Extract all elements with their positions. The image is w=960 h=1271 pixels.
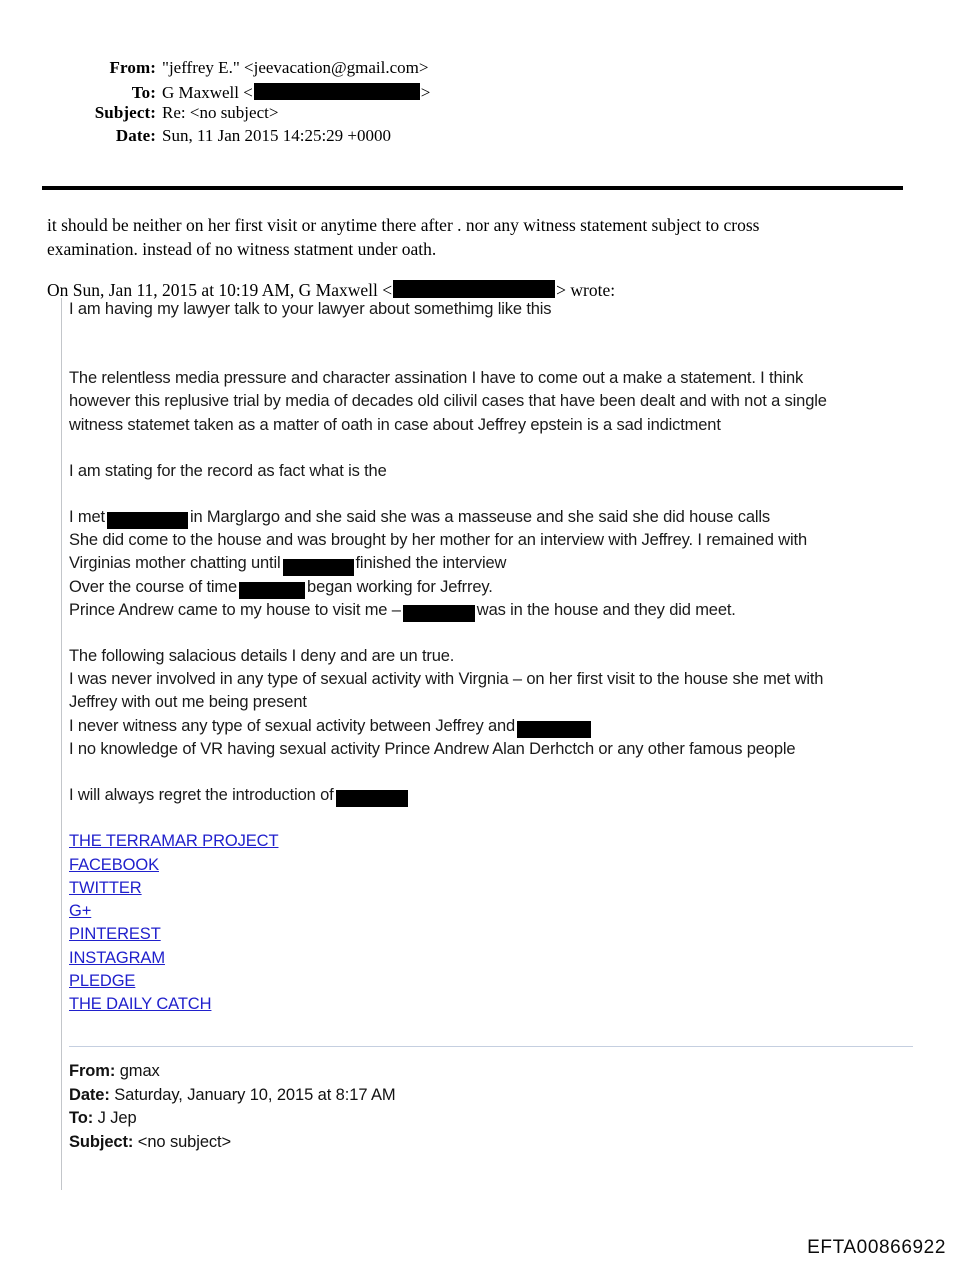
nested-row-subject	[69, 1131, 911, 1155]
subject-label: Subject:	[94, 103, 156, 122]
media-line-1: The relentless media pressure and character assination I have to come out a make a statement. I think	[69, 369, 804, 388]
nested-subject-label: Subject:	[69, 1132, 134, 1151]
link-facebook[interactable]: FACEBOOK	[69, 855, 159, 874]
link-the-daily-catch[interactable]: THE DAILY CATCH	[69, 995, 212, 1014]
header-row-subject	[42, 103, 902, 126]
email-header	[42, 58, 902, 148]
date-value-text: Sun, 11 Jan 2015 14:25:29 +0000	[162, 125, 392, 145]
intro-line-1: it should be neither on her first visit or anytime there after . nor any witness statement subject to cross	[47, 215, 760, 235]
signature-link-list	[69, 830, 911, 1016]
quote-line-vr: I no knowledge of VR having sexual activity Prince Andrew Alan Derhctch or any other famous people	[69, 739, 796, 758]
redaction-block-name-4	[403, 605, 475, 622]
virginias-prefix: Virginias mother chatting until	[69, 554, 281, 573]
link-twitter[interactable]: TWITTER	[69, 878, 142, 897]
quote-line-virginias	[69, 552, 911, 575]
met-prefix: I met	[69, 508, 105, 527]
date-label: Date:	[115, 125, 156, 145]
attribution-suffix: > wrote:	[556, 280, 616, 300]
redaction-block-name-5	[517, 721, 591, 738]
link-pinterest[interactable]: PINTEREST	[69, 925, 161, 944]
course-prefix: Over the course of time	[69, 577, 238, 596]
to-value	[156, 81, 430, 103]
quote-line-regret	[69, 784, 911, 807]
nested-subject-value: <no subject>	[137, 1132, 232, 1151]
quote-line-andrew	[69, 599, 911, 622]
nested-row-date	[69, 1084, 911, 1108]
header-row-date	[42, 126, 902, 149]
nested-from-value: gmax	[119, 1062, 160, 1081]
regret-prefix: I will always regret the introduction of	[69, 786, 334, 805]
link-pledge[interactable]: PLEDGE	[69, 972, 136, 991]
link-instagram[interactable]: INSTAGRAM	[69, 948, 165, 967]
andrew-suffix: was in the house and they did meet.	[476, 600, 736, 619]
spacer	[69, 807, 911, 830]
quote-line-witness	[69, 715, 911, 738]
quote-line-stating: I am stating for the record as fact what is the	[69, 461, 387, 480]
from-value-text: "jeffrey E." <jeevacation@gmail.com>	[162, 58, 429, 77]
quote-line-never-1: I was never involved in any type of sexual activity with Virgnia – on her first visit to the house she met with	[69, 670, 824, 689]
course-suffix: began working for Jefrrey.	[307, 577, 493, 596]
quote-line-lawyer: I am having my lawyer talk to your lawyer about somethimg like this	[69, 300, 552, 318]
nested-date-label: Date:	[69, 1085, 110, 1104]
bates-number: EFTA00866922	[807, 1237, 946, 1258]
to-label: To:	[131, 82, 156, 102]
nested-message-divider	[69, 1046, 913, 1048]
intro-paragraph	[47, 213, 892, 261]
spacer	[69, 622, 911, 645]
quoted-message-block	[61, 298, 911, 1190]
header-row-to	[42, 81, 902, 104]
quote-line-salacious: The following salacious details I deny and are un true.	[69, 647, 455, 666]
intro-line-2: examination. instead of no witness statment under oath.	[47, 239, 437, 259]
spacer	[69, 437, 911, 460]
from-label: From:	[109, 58, 156, 77]
link-the-terramar-project[interactable]: THE TERRAMAR PROJECT	[69, 832, 279, 851]
subject-value	[156, 103, 278, 123]
nested-email-header	[69, 1060, 911, 1154]
spacer	[69, 483, 911, 506]
spacer	[69, 761, 911, 784]
virginias-suffix: finished the interview	[355, 554, 507, 573]
witness-prefix: I never witness any type of sexual activity between Jeffrey and	[69, 716, 516, 735]
header-row-from	[42, 58, 902, 81]
header-divider	[42, 186, 903, 190]
media-line-3: witness statemet taken as a matter of oath in case about Jeffrey epstein is a sad indictment	[69, 415, 721, 434]
media-line-2: however this replusive trial by media of decades old cilivil cases that have been dealt and with not a single	[69, 392, 827, 411]
nested-date-value: Saturday, January 10, 2015 at 8:17 AM	[114, 1085, 396, 1104]
quote-paragraph-media	[69, 367, 911, 437]
met-suffix: in Marglargo and she said she was a masseuse and she said she did house calls	[189, 508, 770, 527]
nested-from-label: From:	[69, 1062, 116, 1081]
link-gplus[interactable]: G+	[69, 902, 92, 921]
quote-line-met	[69, 506, 911, 529]
quote-line-course	[69, 576, 911, 599]
redaction-block-attribution-address	[393, 280, 555, 298]
redaction-block-name-6	[336, 790, 408, 807]
to-value-prefix: G Maxwell <	[162, 82, 253, 102]
redaction-block-to-address	[254, 83, 420, 100]
subject-value-text: Re: <no subject>	[162, 103, 279, 122]
redaction-block-name-3	[239, 582, 305, 599]
date-value	[156, 126, 391, 146]
spacer	[69, 321, 911, 367]
to-value-suffix: >	[420, 82, 431, 102]
nested-to-label: To:	[69, 1109, 94, 1128]
from-value	[156, 58, 428, 78]
quote-line-house: She did come to the house and was brought by her mother for an interview with Jeffrey. I remained with	[69, 531, 807, 550]
redaction-block-name-1	[107, 512, 188, 529]
nested-to-value: J Jep	[97, 1109, 137, 1128]
andrew-prefix: Prince Andrew came to my house to visit me –	[69, 600, 401, 619]
redaction-block-name-2	[283, 559, 354, 576]
nested-row-from	[69, 1060, 911, 1084]
nested-row-to	[69, 1107, 911, 1131]
attribution-prefix: On Sun, Jan 11, 2015 at 10:19 AM, G Maxwell <	[47, 280, 393, 300]
quote-line-never-2: Jeffrey with out me being present	[69, 693, 307, 712]
